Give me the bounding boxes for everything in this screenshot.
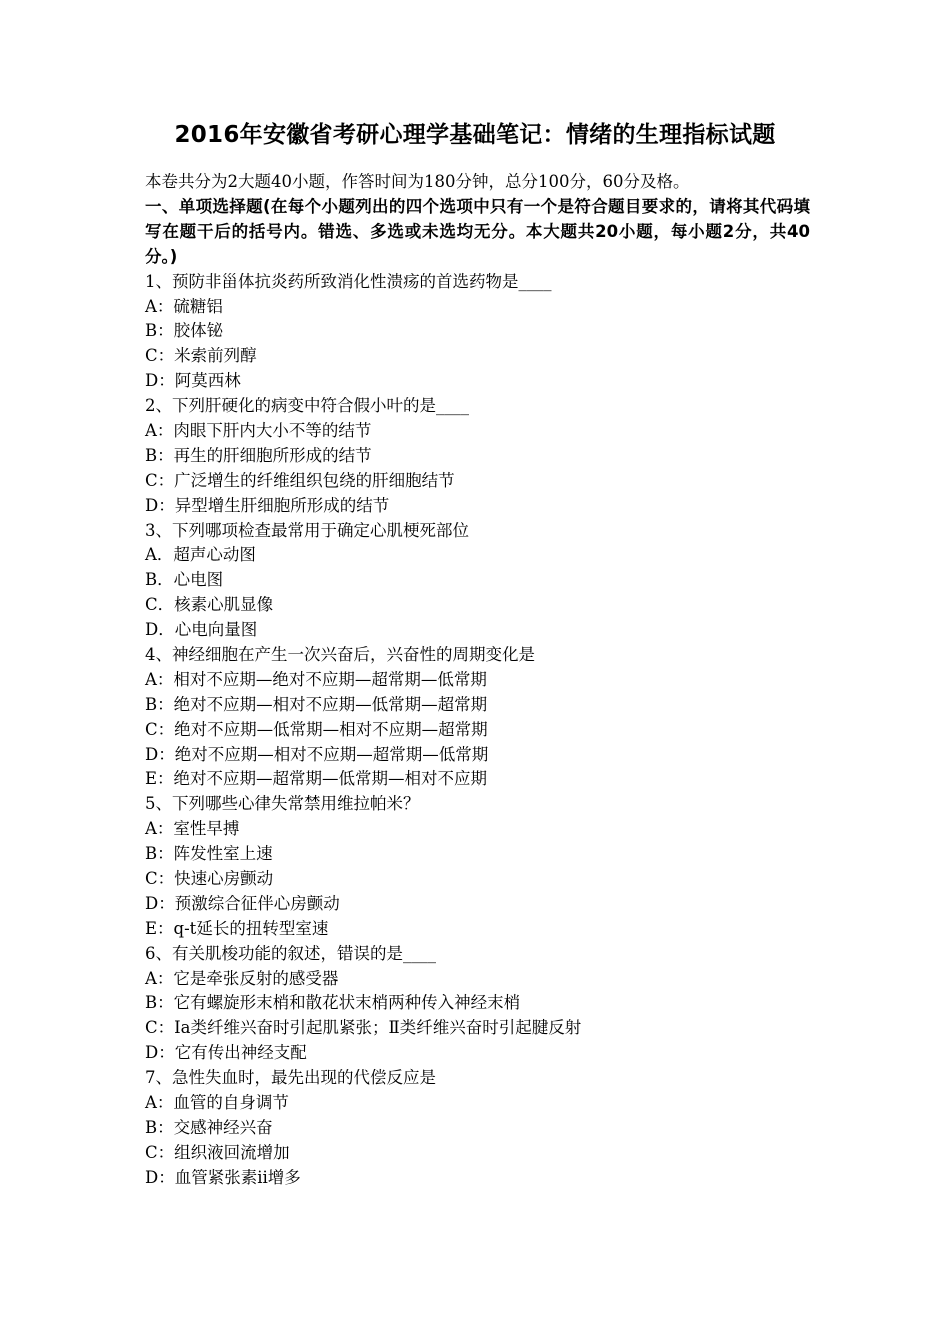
answer-option: A：室性早搏 (145, 819, 240, 839)
answer-option: D：它有传出神经支配 (145, 1043, 307, 1063)
answer-option: B：再生的肝细胞所形成的结节 (145, 445, 372, 465)
answer-option: A：硫糖铝 (145, 296, 223, 316)
answer-option: D：阿莫西林 (145, 371, 241, 391)
answer-option: E：绝对不应期—超常期—低常期—相对不应期 (145, 769, 488, 789)
question-stem: 6、有关肌梭功能的叙述，错误的是____ (145, 943, 436, 963)
intro-text: 本卷共分为2大题40小题，作答时间为180分钟，总分100分，60分及格。 (145, 172, 690, 191)
question-stem: 2、下列肝硬化的病变中符合假小叶的是____ (145, 396, 469, 416)
page-title: 2016年安徽省考研心理学基础笔记：情绪的生理指标试题 (174, 122, 776, 148)
question-stem: 7、急性失血时，最先出现的代偿反应是 (145, 1068, 436, 1088)
question-block (145, 1066, 810, 1190)
answer-option: B：绝对不应期—相对不应期—低常期—超常期 (145, 694, 488, 714)
section-heading: 一、单项选择题(在每个小题列出的四个选项中只有一个是符合题目要求的，请将其代码填写在题干后的括号内。错选、多选或未选均无分。本大题共20小题，每小题2分，共40分。) (145, 196, 810, 266)
answer-option: D：异型增生肝细胞所形成的结节 (145, 495, 390, 515)
answer-option: D：绝对不应期—相对不应期—超常期—低常期 (145, 744, 489, 764)
answer-option: A：肉眼下肝内大小不等的结节 (145, 420, 372, 440)
question-block (145, 942, 810, 1066)
answer-option: A：它是牵张反射的感受器 (145, 968, 339, 988)
answer-option: B：交感神经兴奋 (145, 1117, 273, 1137)
question-block (145, 519, 810, 643)
answer-option: D：血管紧张素ⅱ增多 (145, 1167, 301, 1187)
answer-option: C．核素心肌显像 (145, 595, 274, 615)
answer-option: C：绝对不应期—低常期—相对不应期—超常期 (145, 719, 488, 739)
answer-option: B：胶体铋 (145, 321, 224, 341)
answer-option: E：q-t延长的扭转型室速 (145, 918, 329, 938)
answer-option: A．超声心动图 (145, 545, 256, 565)
question-stem: 1、预防非甾体抗炎药所致消化性溃疡的首选药物是____ (145, 271, 552, 291)
question-block (145, 792, 810, 941)
answer-option: A：血管的自身调节 (145, 1093, 289, 1112)
answer-option: C：Ⅰa类纤维兴奋时引起肌紧张；Ⅱ类纤维兴奋时引起腱反射 (145, 1018, 582, 1038)
answer-option: B：阵发性室上速 (145, 844, 273, 864)
answer-option: C：米索前列醇 (145, 346, 257, 366)
question-stem: 5、下列哪些心律失常禁用维拉帕米？ (145, 794, 420, 814)
question-block (145, 643, 810, 792)
answer-option: A：相对不应期—绝对不应期—超常期—低常期 (145, 669, 487, 689)
answer-option: B．心电图 (145, 570, 224, 590)
answer-option: C：快速心房颤动 (145, 868, 274, 888)
question-stem: 4、神经细胞在产生一次兴奋后，兴奋性的周期变化是 (145, 644, 535, 664)
question-block (145, 270, 810, 394)
answer-option: B：它有螺旋形末梢和散花状末梢两种传入神经末梢 (145, 993, 521, 1013)
answer-option: C：组织液回流增加 (145, 1142, 290, 1162)
answer-option: D．心电向量图 (145, 620, 258, 640)
question-block (145, 394, 810, 518)
answer-option: C：广泛增生的纤维组织包绕的肝细胞结节 (145, 470, 455, 490)
answer-option: D：预激综合征伴心房颤动 (145, 893, 340, 913)
document-body (145, 170, 810, 1191)
question-stem: 3、下列哪项检查最常用于确定心肌梗死部位 (145, 520, 469, 540)
